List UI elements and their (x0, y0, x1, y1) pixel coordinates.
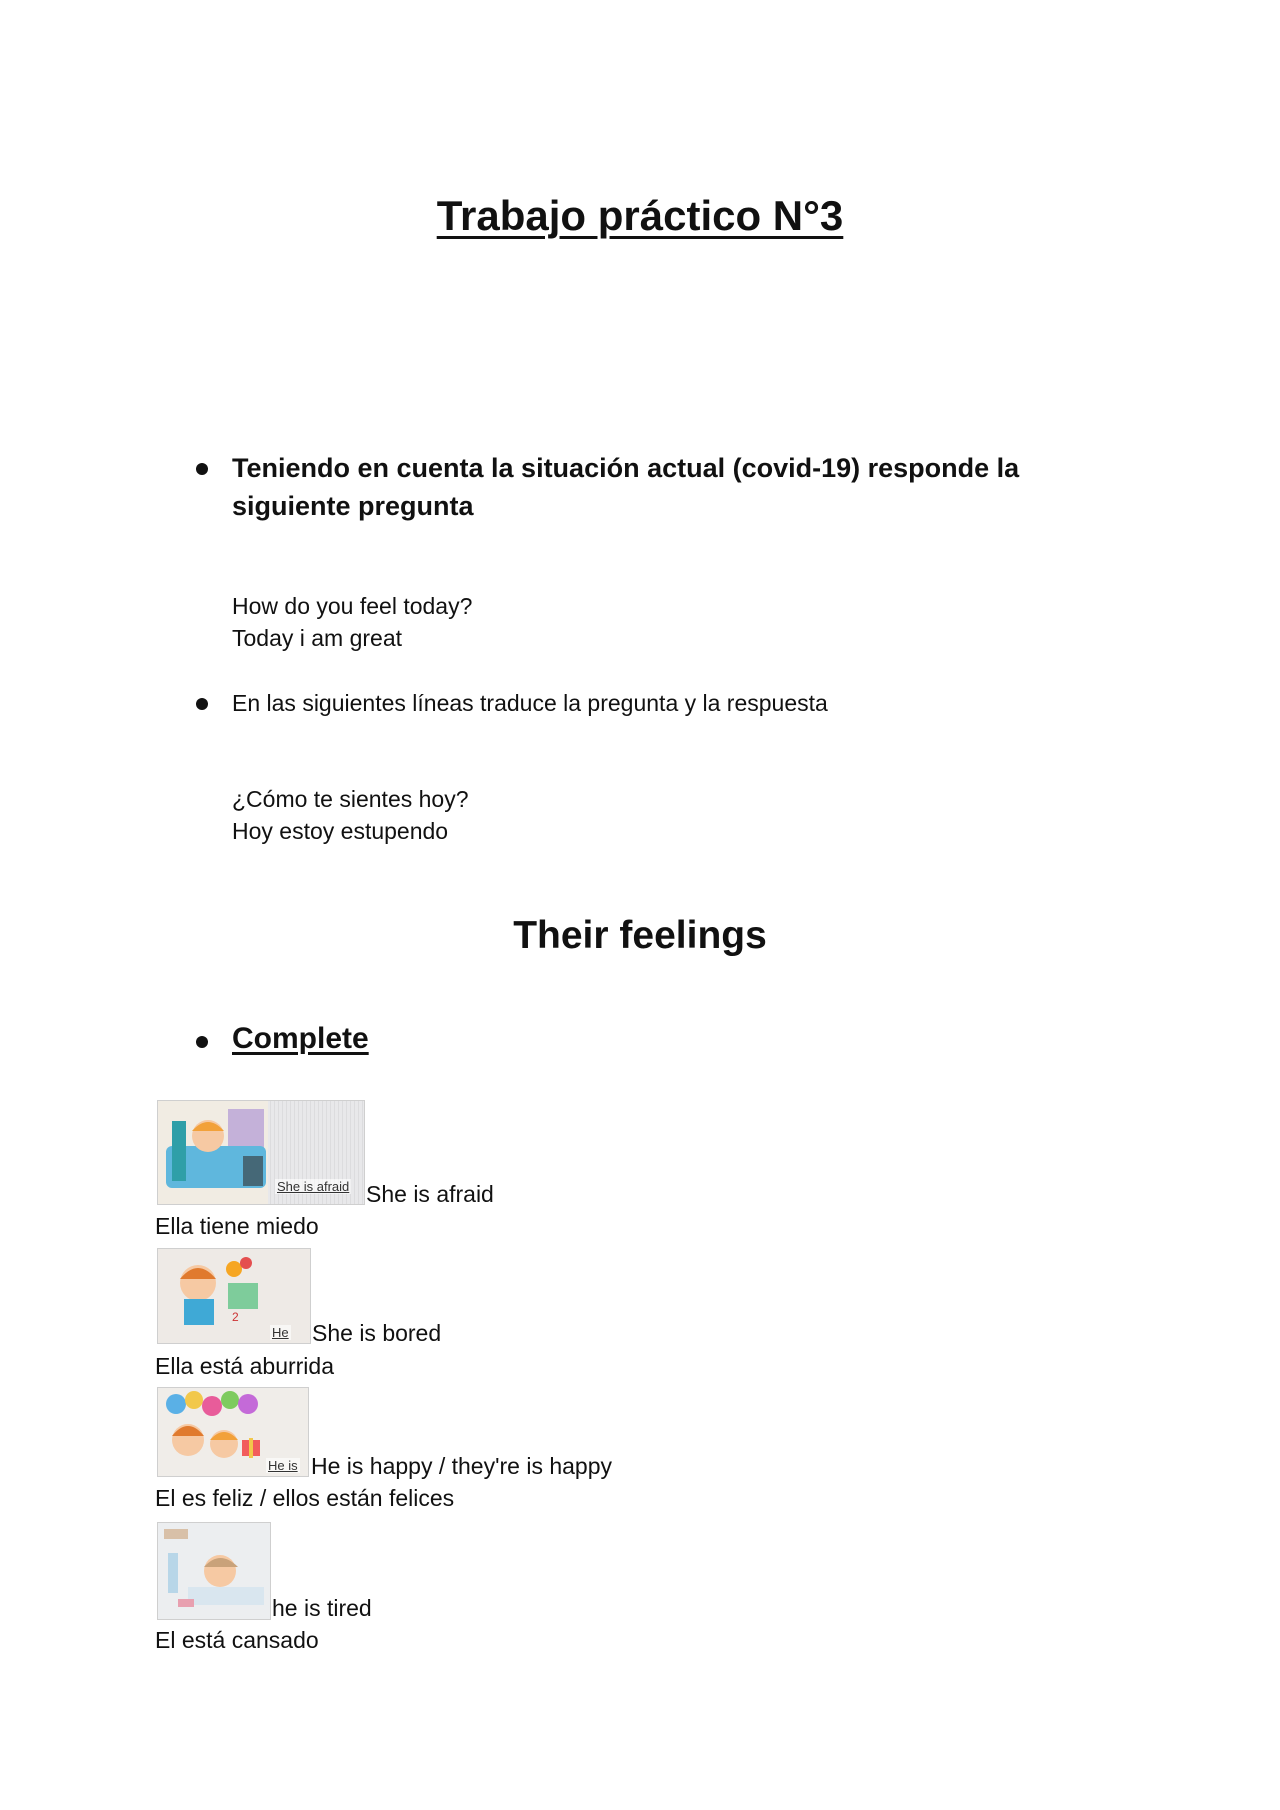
bullet-icon (196, 698, 208, 710)
answer-english: Today i am great (232, 625, 403, 651)
feeling-english: he is tired (272, 1595, 372, 1621)
answer-spanish: Hoy estoy estupendo (232, 818, 449, 844)
instruction-covid: Teniendo en cuenta la situación actual (covid-19) responde la siguiente pregunta (232, 453, 1020, 521)
complete-label: Complete (232, 1022, 369, 1055)
bullet-icon (196, 463, 208, 475)
picture-caption: He (272, 1325, 289, 1340)
feeling-spanish: El es feliz / ellos están felices (155, 1485, 455, 1511)
tired-picture (157, 1522, 271, 1620)
feeling-english: He is happy / they're is happy (311, 1453, 612, 1479)
feeling-spanish: El está cansado (155, 1627, 319, 1653)
afraid-picture (157, 1100, 365, 1205)
bullet-icon (196, 1036, 208, 1048)
page-title-text: Trabajo práctico N°3 (436, 192, 844, 239)
instruction-translate: En las siguientes líneas traduce la pregunta y la respuesta (232, 690, 828, 716)
question-spanish: ¿Cómo te sientes hoy? (232, 786, 469, 812)
section-heading: Their feelings (513, 914, 767, 957)
feeling-english: She is bored (312, 1320, 442, 1346)
feeling-spanish: Ella tiene miedo (155, 1213, 319, 1239)
page-title (0, 192, 1280, 240)
happy-picture (157, 1387, 309, 1477)
feeling-spanish: Ella está aburrida (155, 1353, 334, 1379)
svg-text:2: 2 (232, 1310, 239, 1324)
feeling-english: She is afraid (366, 1181, 494, 1207)
picture-caption: He is (268, 1458, 298, 1473)
question-english: How do you feel today? (232, 593, 473, 619)
bored-picture (157, 1248, 311, 1344)
picture-caption: She is afraid (277, 1179, 350, 1194)
